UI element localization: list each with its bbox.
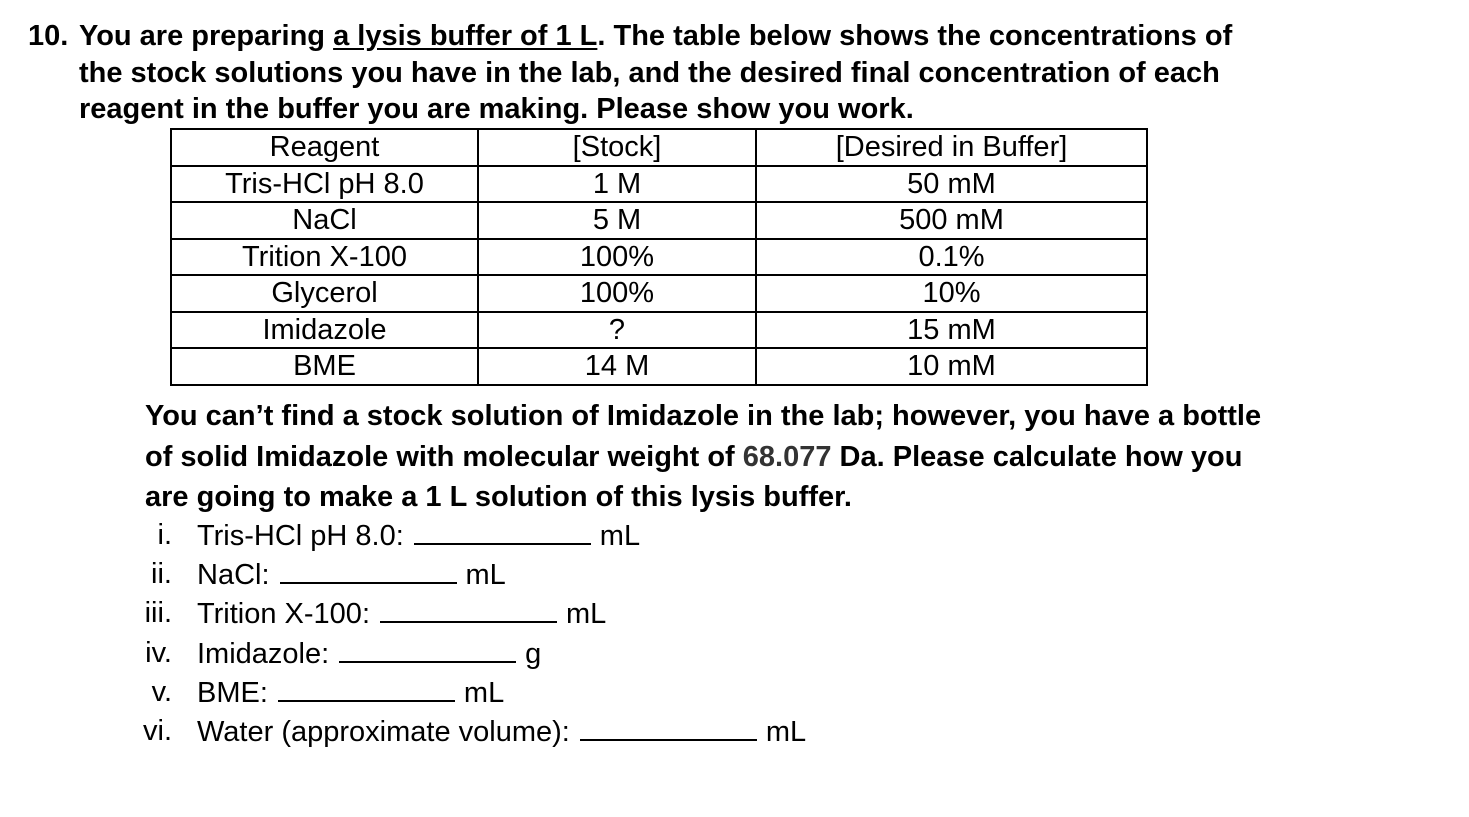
table-row bbox=[171, 312, 1147, 349]
question-line-1-post: . The table below shows the concentrations of bbox=[597, 20, 1233, 52]
item-label: NaCl: bbox=[197, 559, 270, 591]
item-numeral: vi. bbox=[143, 715, 172, 747]
stock-cell: 14 M bbox=[478, 348, 756, 385]
item-body bbox=[197, 672, 504, 713]
instruction-paragraph bbox=[145, 396, 1445, 518]
item-unit: mL bbox=[465, 559, 506, 591]
item-body bbox=[197, 711, 806, 752]
desired-cell: 10% bbox=[756, 275, 1147, 312]
table-row bbox=[171, 239, 1147, 276]
reagent-table bbox=[170, 128, 1148, 386]
header-desired: [Desired in Buffer] bbox=[756, 129, 1147, 166]
paragraph-line-2-post: Da. Please calculate how you bbox=[831, 440, 1243, 473]
question-line-1 bbox=[79, 18, 1232, 55]
item-label: Imidazole: bbox=[197, 638, 330, 670]
question-number: 10. bbox=[28, 20, 69, 52]
reagent-cell: Trition X-100 bbox=[171, 239, 478, 276]
answer-blank[interactable] bbox=[280, 554, 457, 584]
table-row bbox=[171, 275, 1147, 312]
desired-cell: 10 mM bbox=[756, 348, 1147, 385]
table-row bbox=[171, 202, 1147, 239]
answer-blank[interactable] bbox=[414, 515, 591, 545]
table-header-row bbox=[171, 129, 1147, 166]
paragraph-line-2 bbox=[145, 437, 1445, 478]
item-body bbox=[197, 593, 606, 634]
answer-blank[interactable] bbox=[380, 593, 557, 623]
stock-cell: ? bbox=[478, 312, 756, 349]
item-body bbox=[197, 515, 640, 556]
question-line-2: the stock solutions you have in the lab, and the desired final concentration of each bbox=[79, 57, 1220, 89]
desired-cell: 0.1% bbox=[756, 239, 1147, 276]
item-label: Trition X-100: bbox=[197, 598, 370, 630]
stock-cell: 100% bbox=[478, 239, 756, 276]
question-line-1-pre: You are preparing bbox=[79, 20, 334, 52]
reagent-cell: Glycerol bbox=[171, 275, 478, 312]
reagent-cell: Imidazole bbox=[171, 312, 478, 349]
reagent-cell: Tris-HCl pH 8.0 bbox=[171, 166, 478, 203]
desired-cell: 500 mM bbox=[756, 202, 1147, 239]
item-unit: mL bbox=[463, 677, 505, 709]
item-numeral: ii. bbox=[151, 558, 172, 590]
item-label: BME: bbox=[197, 677, 268, 709]
question-underlined-text: a lysis buffer of 1 L bbox=[333, 20, 598, 52]
item-unit: mL bbox=[566, 598, 607, 630]
reagent-cell: NaCl bbox=[171, 202, 478, 239]
item-body bbox=[197, 633, 541, 674]
stock-cell: 1 M bbox=[478, 166, 756, 203]
paragraph-line-3: are going to make a 1 L solution of this lysis buffer. bbox=[145, 481, 852, 513]
paragraph-line-2-pre: of solid Imidazole with molecular weight of bbox=[145, 440, 743, 473]
item-unit: mL bbox=[599, 520, 641, 552]
answer-blank[interactable] bbox=[339, 633, 516, 663]
item-numeral: iii. bbox=[144, 597, 172, 629]
item-label: Tris-HCl pH 8.0: bbox=[197, 520, 404, 552]
header-stock: [Stock] bbox=[478, 129, 756, 166]
item-body bbox=[197, 554, 506, 595]
item-unit: mL bbox=[765, 716, 807, 748]
question-line-3: reagent in the buffer you are making. Please show you work. bbox=[79, 93, 914, 125]
answer-blank[interactable] bbox=[580, 711, 757, 741]
paragraph-line-1: You can’t find a stock solution of Imidazole in the lab; however, you have a bottle bbox=[145, 400, 1262, 432]
item-numeral: iv. bbox=[145, 637, 172, 669]
table-row bbox=[171, 348, 1147, 385]
stock-cell: 100% bbox=[478, 275, 756, 312]
table-row bbox=[171, 166, 1147, 203]
desired-cell: 50 mM bbox=[756, 166, 1147, 203]
reagent-cell: BME bbox=[171, 348, 478, 385]
stock-cell: 5 M bbox=[478, 202, 756, 239]
item-label: Water (approximate volume): bbox=[197, 716, 570, 748]
item-numeral: i. bbox=[157, 519, 172, 551]
item-numeral: v. bbox=[151, 676, 172, 708]
item-unit: g bbox=[525, 638, 542, 670]
header-reagent: Reagent bbox=[171, 129, 478, 166]
molecular-weight-value: 68.077 bbox=[742, 440, 832, 473]
answer-blank[interactable] bbox=[278, 672, 455, 702]
desired-cell: 15 mM bbox=[756, 312, 1147, 349]
